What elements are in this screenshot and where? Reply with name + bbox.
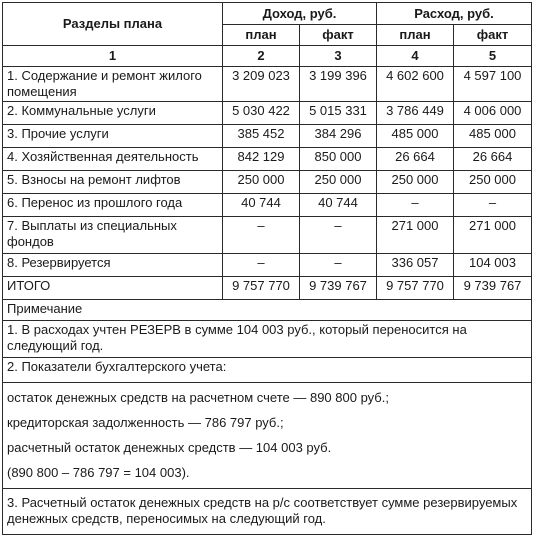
- expense-fact-total: 9 739 767: [454, 277, 532, 300]
- note-row: [3, 321, 532, 358]
- income-fact-cell: 40 744: [300, 194, 377, 217]
- expense-plan-cell: 250 000: [377, 171, 454, 194]
- table-row: [3, 254, 532, 277]
- income-fact-cell: 250 000: [300, 171, 377, 194]
- calculation-line: (890 800 – 786 797 = 104 003).: [7, 465, 190, 480]
- note-row: [3, 489, 532, 535]
- notes-title-row: [3, 300, 532, 321]
- row-name: 4. Хозяйственная деятельность: [3, 148, 223, 171]
- row-name: 2. Коммунальные услуги: [3, 102, 223, 125]
- note-1: 1. В расходах учтен РЕЗЕРВ в сумме 104 003 руб., который переносится на следующий год.: [3, 321, 532, 358]
- row-name: 5. Взносы на ремонт лифтов: [3, 171, 223, 194]
- column-number: 1: [3, 46, 223, 67]
- note-row: [3, 383, 532, 489]
- income-plan-cell: –: [223, 217, 300, 254]
- budget-table: [2, 2, 532, 535]
- expense-plan-cell: 4 602 600: [377, 67, 454, 102]
- income-plan-cell: 3 209 023: [223, 67, 300, 102]
- sections-header: Разделы плана: [3, 3, 223, 46]
- expense-fact-cell: 271 000: [454, 217, 532, 254]
- table-row: [3, 125, 532, 148]
- column-number: 2: [223, 46, 300, 67]
- total-label: ИТОГО: [3, 277, 223, 300]
- income-fact-header: факт: [300, 25, 377, 46]
- expense-fact-cell: 26 664: [454, 148, 532, 171]
- payables-line: кредиторская задолженность — 786 797 руб.;: [7, 415, 284, 430]
- table-row: [3, 148, 532, 171]
- expense-fact-cell: –: [454, 194, 532, 217]
- note-3: 3. Расчетный остаток денежных средств на р/с соответствует сумме резервируемых денежных средств, переносимых на следующий год.: [3, 489, 532, 535]
- income-fact-cell: –: [300, 254, 377, 277]
- income-fact-cell: 850 000: [300, 148, 377, 171]
- expense-plan-cell: 336 057: [377, 254, 454, 277]
- row-name: 1. Содержание и ремонт жилого помещения: [3, 67, 223, 102]
- income-fact-cell: –: [300, 217, 377, 254]
- expense-fact-header: факт: [454, 25, 532, 46]
- income-fact-total: 9 739 767: [300, 277, 377, 300]
- expense-plan-cell: –: [377, 194, 454, 217]
- estimated-balance-line: расчетный остаток денежных средств — 104 003 руб.: [7, 440, 332, 455]
- account-balance-line: остаток денежных средств на расчетном счете — 890 800 руб.;: [7, 390, 389, 405]
- expense-plan-header: план: [377, 25, 454, 46]
- income-plan-cell: 385 452: [223, 125, 300, 148]
- income-plan-cell: 842 129: [223, 148, 300, 171]
- expense-fact-cell: 4 597 100: [454, 67, 532, 102]
- income-fact-cell: 3 199 396: [300, 67, 377, 102]
- income-plan-cell: 250 000: [223, 171, 300, 194]
- expense-plan-total: 9 757 770: [377, 277, 454, 300]
- expense-plan-cell: 26 664: [377, 148, 454, 171]
- column-number: 3: [300, 46, 377, 67]
- table-row: [3, 67, 532, 102]
- expense-header: Расход, руб.: [377, 3, 532, 25]
- income-fact-cell: 5 015 331: [300, 102, 377, 125]
- table-row: [3, 194, 532, 217]
- column-number-row: [3, 46, 532, 67]
- row-name: 8. Резервируется: [3, 254, 223, 277]
- income-fact-cell: 384 296: [300, 125, 377, 148]
- row-name: 7. Выплаты из специальных фондов: [3, 217, 223, 254]
- notes-title: Примечание: [3, 300, 532, 321]
- budget-document: [2, 2, 531, 535]
- expense-fact-cell: 485 000: [454, 125, 532, 148]
- row-name: 3. Прочие услуги: [3, 125, 223, 148]
- table-row: [3, 171, 532, 194]
- table-row: [3, 217, 532, 254]
- income-plan-cell: 40 744: [223, 194, 300, 217]
- table-row: [3, 102, 532, 125]
- income-plan-total: 9 757 770: [223, 277, 300, 300]
- header-row: [3, 3, 532, 25]
- note-row: [3, 358, 532, 383]
- column-number: 5: [454, 46, 532, 67]
- expense-fact-cell: 104 003: [454, 254, 532, 277]
- expense-plan-cell: 485 000: [377, 125, 454, 148]
- total-row: [3, 277, 532, 300]
- expense-fact-cell: 250 000: [454, 171, 532, 194]
- income-plan-header: план: [223, 25, 300, 46]
- note-2-details: [3, 383, 532, 489]
- income-header: Доход, руб.: [223, 3, 377, 25]
- column-number: 4: [377, 46, 454, 67]
- row-name: 6. Перенос из прошлого года: [3, 194, 223, 217]
- note-2-title: 2. Показатели бухгалтерского учета:: [3, 358, 532, 383]
- expense-plan-cell: 3 786 449: [377, 102, 454, 125]
- expense-fact-cell: 4 006 000: [454, 102, 532, 125]
- expense-plan-cell: 271 000: [377, 217, 454, 254]
- income-plan-cell: –: [223, 254, 300, 277]
- income-plan-cell: 5 030 422: [223, 102, 300, 125]
